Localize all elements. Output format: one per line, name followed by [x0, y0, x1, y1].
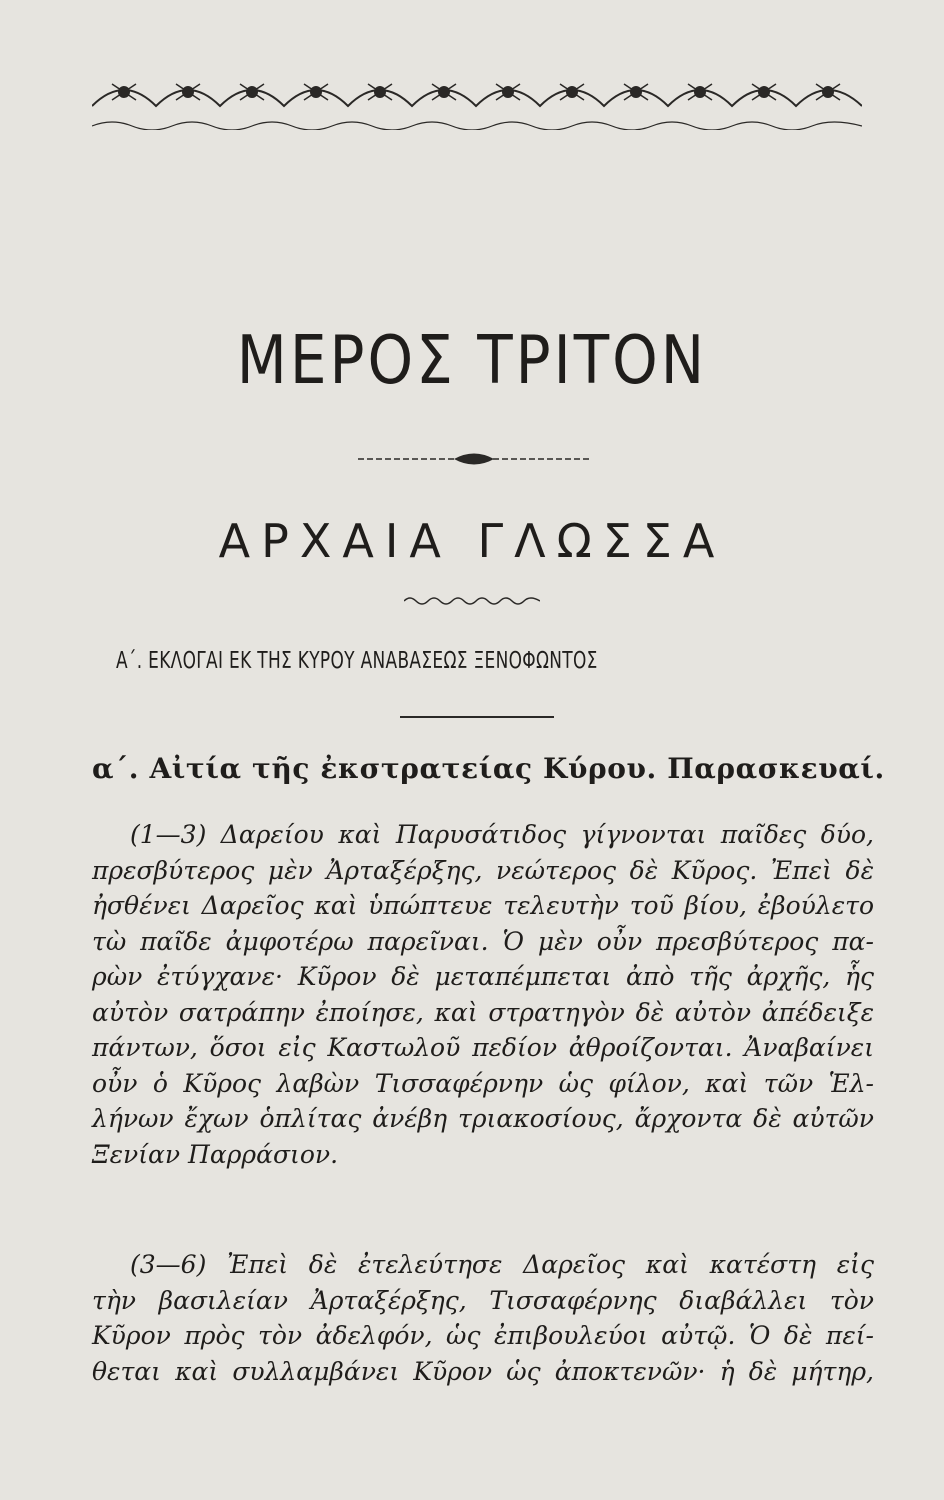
floral-band-ornament — [92, 66, 862, 130]
text-line: (1—3) Δαρείου καὶ Παρυσάτιδος γίγνονται παῖδες δύο, — [130, 820, 874, 849]
text-line: ἠσθένει Δαρεῖος καὶ ὑπώπτευε τελευτὴν τοῦ βίου, ἐβούλετο — [92, 891, 874, 920]
paragraph-1 — [92, 817, 874, 1172]
wavy-divider — [404, 594, 540, 608]
text-line: (3—6) Ἐπεὶ δὲ ἐτελεύτησε Δαρεῖος καὶ κατέστη εἰς — [130, 1250, 874, 1279]
text-line: πάντων, ὅσοι εἰς Καστωλοῦ πεδίον ἀθροίζονται. Ἀναβαίνει — [92, 1033, 874, 1062]
text-line: λήνων ἔχων ὁπλίτας ἀνέβη τριακοσίους, ἄρχοντα δὲ αὐτῶν — [92, 1104, 874, 1133]
paragraph-2 — [92, 1247, 874, 1389]
subject-title: ΑΡΧΑΙΑ ΓΛΩΣΣΑ — [218, 514, 726, 568]
text-line: τὴν βασιλείαν Ἀρταξέρξης, Τισσαφέρνης διαβάλλει τὸν — [92, 1285, 874, 1315]
heading-rule — [400, 716, 554, 718]
chapter-heading: α΄. Αἰτία τῆς ἐκστρατείας Κύρου. Παρασκευαί. — [92, 752, 885, 785]
part-title: ΜΕΡΟΣ ΤΡΙΤΟΝ — [236, 320, 708, 400]
text-line: θεται καὶ συλλαμβάνει Κῦρον ὡς ἀποκτενῶν· ἡ δὲ μήτηρ, — [92, 1356, 874, 1386]
text-line: οὖν ὁ Κῦρος λαβὼν Τισσαφέρνην ὡς φίλον, καὶ τῶν Ἑλ- — [92, 1068, 874, 1098]
text-line: Κῦρον πρὸς τὸν ἀδελφόν, ὡς ἐπιβουλεύοι αὐτῷ. Ὁ δὲ πεί- — [92, 1321, 874, 1350]
text-line: ρὼν ἐτύγχανε· Κῦρον δὲ μεταπέμπεται ἀπὸ τῆς ἀρχῆς, ἧς — [92, 962, 874, 991]
text-line: αὐτὸν σατράπην ἐποίησε, καὶ στρατηγὸν δὲ αὐτὸν ἀπέδειξε — [92, 997, 874, 1027]
text-line: τὼ παῖδε ἀμφοτέρω παρεῖναι. Ὁ μὲν οὖν πρεσβύτερος πα- — [92, 926, 874, 956]
section-heading: Α΄. ΕΚΛΟΓΑΙ ΕΚ ΤΗΣ ΚΥΡΟΥ ΑΝΑΒΑΣΕΩΣ ΞΕΝΟΦΩΝΤΟΣ — [116, 648, 598, 674]
divider-ornament — [358, 448, 590, 470]
text-line: πρεσβύτερος μὲν Ἀρταξέρξης, νεώτερος δὲ Κῦρος. Ἐπεὶ δὲ — [92, 855, 874, 885]
text-line: Ξενίαν Παρράσιον. — [92, 1139, 339, 1169]
